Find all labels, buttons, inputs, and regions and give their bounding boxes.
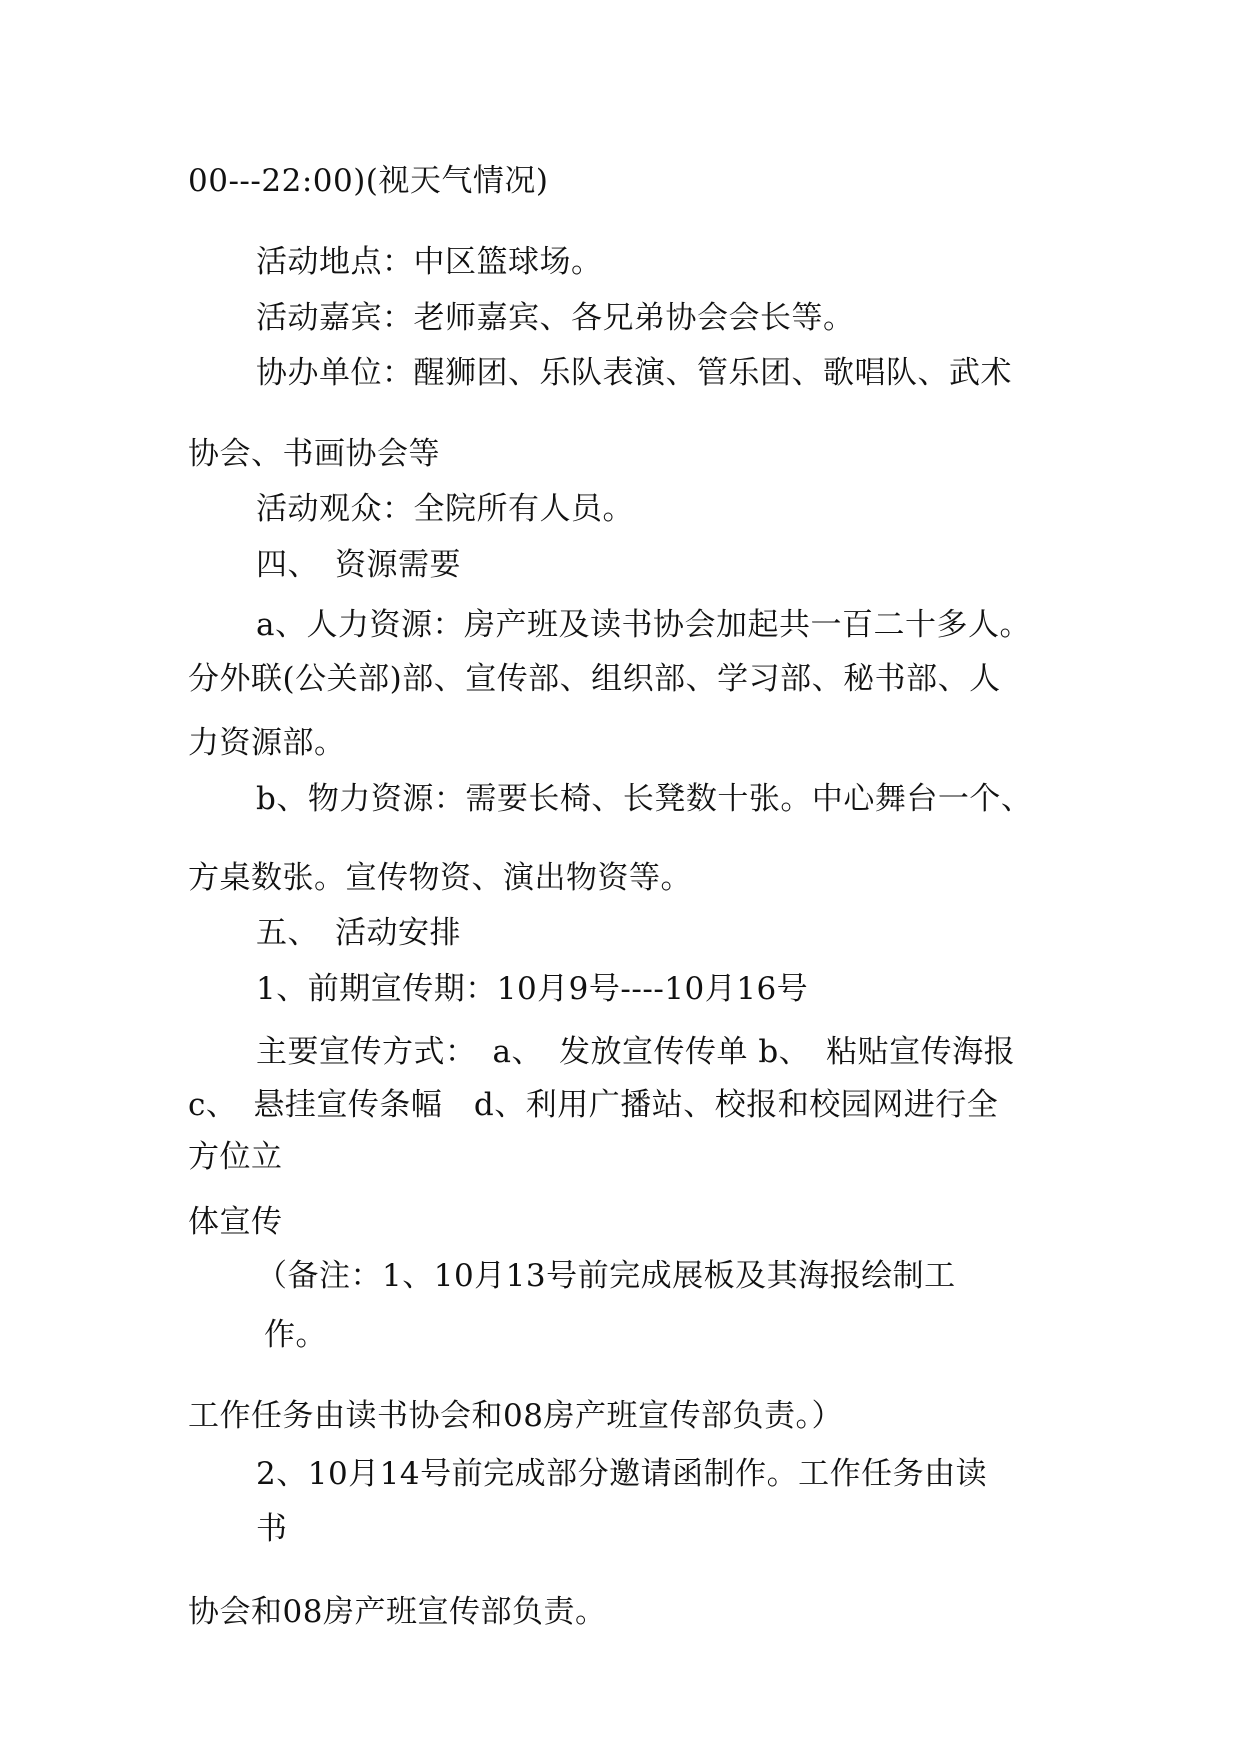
text-line: 协会、书画协会等 <box>188 436 440 472</box>
text-line: 协办单位：醒狮团、乐队表演、管乐团、歌唱队、武术 <box>256 355 1012 391</box>
text-line: 分外联(公关部)部、宣传部、组织部、学习部、秘书部、人 <box>188 661 1001 697</box>
text-line: 活动观众：全院所有人员。 <box>256 491 634 527</box>
text-line: 1、前期宣传期：10月9号----10月16号 <box>256 971 809 1007</box>
text-line: 主要宣传方式： a、 发放宣传传单 b、 粘贴宣传海报 <box>256 1034 1016 1070</box>
text-line: 书 <box>256 1511 288 1547</box>
text-line: 活动嘉宾：老师嘉宾、各兄弟协会会长等。 <box>256 300 855 336</box>
text-line: 方桌数张。宣传物资、演出物资等。 <box>188 860 692 896</box>
text-line: 力资源部。 <box>188 725 346 761</box>
text-line: 工作任务由读书协会和08房产班宣传部负责。） <box>188 1398 843 1434</box>
text-line: 方位立 <box>188 1139 283 1175</box>
text-line: 活动地点：中区篮球场。 <box>256 244 603 280</box>
text-line: b、物力资源：需要长椅、长凳数十张。中心舞台一个、 <box>256 781 1033 817</box>
text-line: 体宣传 <box>188 1204 283 1240</box>
text-line: 协会和08房产班宣传部负责。 <box>188 1594 607 1630</box>
note-line: （备注：1、10月13号前完成展板及其海报绘制工 <box>256 1258 956 1294</box>
text-line: 00---22:00)(视天气情况) <box>188 163 549 199</box>
note-line: 作。 <box>264 1317 327 1353</box>
text-line: a、人力资源：房产班及读书协会加起共一百二十多人。 <box>256 607 1031 643</box>
text-line: 2、10月14号前完成部分邀请函制作。工作任务由读 <box>256 1456 988 1492</box>
section-heading: 五、 活动安排 <box>256 915 461 951</box>
section-heading: 四、 资源需要 <box>256 547 461 583</box>
text-line: c、 悬挂宣传条幅 d、利用广播站、校报和校园网进行全 <box>188 1087 999 1123</box>
